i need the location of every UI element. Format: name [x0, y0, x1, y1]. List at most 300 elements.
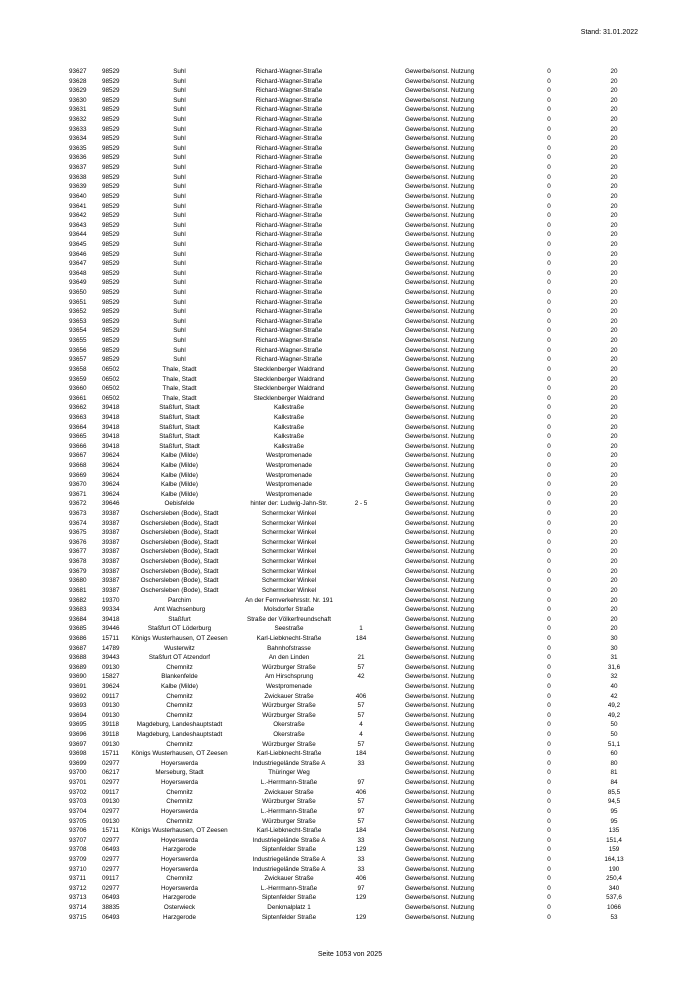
cell-id: 93628 — [69, 77, 87, 85]
cell-wert-2: 20 — [610, 481, 618, 489]
cell-wert-1: 0 — [547, 125, 551, 133]
cell-wert-2: 20 — [610, 192, 618, 200]
cell-wert-1: 0 — [547, 135, 551, 143]
cell-id: 93656 — [69, 346, 87, 354]
cell-wert-2: 20 — [610, 375, 618, 383]
cell-plz: 98529 — [102, 96, 120, 104]
cell-plz: 02977 — [102, 836, 120, 844]
cell-nutzung: Gewerbe/sonst. Nutzung — [405, 586, 475, 594]
cell-wert-1: 0 — [547, 279, 551, 287]
table-row — [69, 653, 639, 663]
cell-wert-2: 20 — [610, 260, 618, 268]
cell-id: 93636 — [69, 154, 87, 162]
cell-nutzung: Gewerbe/sonst. Nutzung — [405, 855, 475, 863]
table-row — [69, 663, 639, 673]
cell-hausnr: 57 — [357, 702, 365, 710]
cell-wert-1: 0 — [547, 183, 551, 191]
table-row — [69, 86, 639, 96]
cell-nutzung: Gewerbe/sonst. Nutzung — [405, 827, 475, 835]
table-row — [69, 394, 639, 404]
table-row — [69, 240, 639, 250]
cell-id: 93711 — [69, 875, 87, 883]
cell-ort: Staßfurt, Stadt — [159, 442, 200, 450]
cell-ort: Thale, Stadt — [162, 385, 197, 393]
data-table — [69, 67, 639, 922]
cell-ort: Merseburg, Stadt — [155, 769, 204, 777]
cell-hausnr: 57 — [357, 817, 365, 825]
cell-nutzung: Gewerbe/sonst. Nutzung — [405, 913, 475, 921]
cell-plz: 39446 — [102, 625, 120, 633]
cell-id: 93676 — [69, 538, 87, 546]
cell-wert-2: 20 — [610, 289, 618, 297]
cell-strasse: Schermcker Winkel — [261, 529, 317, 537]
cell-wert-2: 20 — [610, 596, 618, 604]
cell-wert-2: 81 — [610, 769, 618, 777]
cell-strasse: Straße der Völkerfreundschaft — [247, 615, 331, 623]
cell-wert-1: 0 — [547, 250, 551, 258]
cell-plz: 14789 — [102, 644, 120, 652]
cell-plz: 98529 — [102, 327, 120, 335]
cell-ort: Magdeburg, Landeshauptstadt — [136, 731, 223, 739]
cell-wert-1: 0 — [547, 548, 551, 556]
cell-plz: 39387 — [102, 529, 120, 537]
table-row — [69, 865, 639, 875]
cell-id: 93691 — [69, 683, 87, 690]
cell-strasse: Molsdorfer Straße — [263, 606, 315, 614]
table-row — [69, 576, 639, 586]
cell-wert-2: 20 — [610, 577, 618, 585]
cell-ort: Thale, Stadt — [162, 365, 197, 373]
cell-wert-1: 0 — [547, 702, 551, 710]
cell-wert-2: 20 — [610, 116, 618, 124]
cell-hausnr: 33 — [357, 836, 365, 844]
cell-nutzung: Gewerbe/sonst. Nutzung — [405, 231, 475, 239]
cell-id: 93700 — [69, 769, 87, 777]
cell-strasse: Westpromenade — [265, 452, 313, 460]
cell-plz: 98529 — [102, 298, 120, 306]
cell-id: 93669 — [69, 471, 87, 479]
cell-plz: 39387 — [102, 510, 120, 518]
cell-wert-1: 0 — [547, 154, 551, 162]
cell-wert-2: 20 — [610, 404, 618, 412]
cell-plz: 15711 — [102, 750, 120, 758]
cell-id: 93664 — [69, 423, 87, 431]
cell-wert-2: 20 — [610, 231, 618, 239]
cell-id: 93712 — [69, 884, 87, 892]
cell-wert-2: 49,2 — [607, 702, 621, 710]
cell-ort: Suhl — [173, 125, 186, 133]
cell-wert-1: 0 — [547, 884, 551, 892]
cell-strasse: Richard-Wagner-Straße — [255, 327, 323, 335]
cell-wert-2: 340 — [608, 884, 620, 892]
table-row — [69, 634, 639, 644]
cell-wert-2: 20 — [610, 173, 618, 181]
cell-wert-2: 84 — [610, 779, 618, 787]
cell-wert-1: 0 — [547, 827, 551, 835]
cell-nutzung: Gewerbe/sonst. Nutzung — [405, 769, 475, 777]
cell-nutzung: Gewerbe/sonst. Nutzung — [405, 125, 475, 133]
cell-ort: Suhl — [173, 144, 186, 152]
table-row — [69, 855, 639, 865]
cell-plz: 15827 — [102, 673, 120, 681]
cell-ort: Chemnitz — [166, 740, 193, 748]
table-row — [69, 365, 639, 375]
table-row — [69, 173, 639, 183]
cell-plz: 39624 — [102, 471, 120, 479]
cell-hausnr: 406 — [355, 875, 367, 883]
cell-ort: Suhl — [173, 212, 186, 220]
cell-id: 93682 — [69, 596, 87, 604]
cell-nutzung: Gewerbe/sonst. Nutzung — [405, 683, 475, 690]
cell-nutzung: Gewerbe/sonst. Nutzung — [405, 596, 475, 604]
cell-nutzung: Gewerbe/sonst. Nutzung — [405, 346, 475, 354]
cell-plz: 38835 — [102, 904, 120, 912]
cell-wert-1: 0 — [547, 317, 551, 325]
cell-strasse: Siptenfelder Straße — [261, 846, 317, 854]
cell-plz: 39624 — [102, 490, 120, 498]
cell-wert-2: 20 — [610, 356, 618, 364]
cell-hausnr: 57 — [357, 740, 365, 748]
cell-id: 93684 — [69, 615, 87, 623]
cell-nutzung: Gewerbe/sonst. Nutzung — [405, 740, 475, 748]
cell-plz: 06502 — [102, 394, 120, 402]
cell-nutzung: Gewerbe/sonst. Nutzung — [405, 221, 475, 229]
cell-hausnr: 184 — [355, 827, 367, 835]
cell-plz: 02977 — [102, 779, 120, 787]
cell-plz: 98529 — [102, 221, 120, 229]
table-row — [69, 125, 639, 135]
table-row — [69, 442, 639, 452]
cell-hausnr: 97 — [357, 884, 365, 892]
cell-id: 93672 — [69, 500, 87, 508]
cell-plz: 98529 — [102, 269, 120, 277]
cell-plz: 39624 — [102, 481, 120, 489]
cell-wert-1: 0 — [547, 202, 551, 210]
cell-ort: Suhl — [173, 116, 186, 124]
cell-plz: 15711 — [102, 634, 120, 642]
cell-ort: Suhl — [173, 154, 186, 162]
cell-wert-1: 0 — [547, 759, 551, 767]
cell-strasse: Richard-Wagner-Straße — [255, 183, 323, 191]
cell-plz: 09130 — [102, 663, 120, 671]
cell-wert-1: 0 — [547, 442, 551, 450]
cell-plz: 98529 — [102, 317, 120, 325]
cell-hausnr: 129 — [355, 913, 367, 921]
cell-nutzung: Gewerbe/sonst. Nutzung — [405, 654, 475, 662]
cell-plz: 98529 — [102, 192, 120, 200]
cell-id: 93658 — [69, 365, 87, 373]
cell-wert-1: 0 — [547, 327, 551, 335]
cell-ort: Hoyerswerda — [160, 865, 199, 873]
cell-hausnr: 184 — [355, 634, 367, 642]
cell-wert-1: 0 — [547, 740, 551, 748]
cell-wert-1: 0 — [547, 173, 551, 181]
cell-hausnr: 33 — [357, 759, 365, 767]
cell-nutzung: Gewerbe/sonst. Nutzung — [405, 894, 475, 902]
cell-ort: Harzgerode — [163, 894, 196, 902]
cell-id: 93666 — [69, 442, 87, 450]
cell-plz: 98529 — [102, 289, 120, 297]
cell-wert-2: 20 — [610, 452, 618, 460]
cell-strasse: Kalkstraße — [273, 404, 305, 412]
cell-wert-1: 0 — [547, 385, 551, 393]
cell-id: 93644 — [69, 231, 87, 239]
cell-wert-2: 60 — [610, 750, 618, 758]
cell-strasse: Am Hirschsprung — [264, 673, 314, 681]
cell-ort: Magdeburg, Landeshauptstadt — [136, 721, 223, 729]
cell-nutzung: Gewerbe/sonst. Nutzung — [405, 173, 475, 181]
cell-plz: 02977 — [102, 807, 120, 815]
cell-nutzung: Gewerbe/sonst. Nutzung — [405, 327, 475, 335]
cell-wert-2: 94,5 — [607, 798, 621, 806]
cell-id: 93707 — [69, 836, 87, 844]
cell-nutzung: Gewerbe/sonst. Nutzung — [405, 164, 475, 172]
cell-ort: Suhl — [173, 164, 186, 172]
cell-id: 93679 — [69, 567, 87, 575]
cell-id: 93714 — [69, 904, 87, 912]
cell-strasse: Würzburger Straße — [262, 663, 316, 671]
cell-strasse: Richard-Wagner-Straße — [255, 221, 323, 229]
cell-plz: 98529 — [102, 231, 120, 239]
cell-strasse: Okerstraße — [273, 731, 305, 739]
cell-strasse: Kalkstraße — [273, 433, 305, 441]
cell-nutzung: Gewerbe/sonst. Nutzung — [405, 788, 475, 796]
cell-id: 93639 — [69, 183, 87, 191]
cell-plz: 39418 — [102, 423, 120, 431]
cell-id: 93640 — [69, 192, 87, 200]
cell-strasse: Richard-Wagner-Straße — [255, 346, 323, 354]
cell-ort: Hoyerswerda — [160, 884, 199, 892]
cell-nutzung: Gewerbe/sonst. Nutzung — [405, 77, 475, 85]
cell-ort: Oschersleben (Bode), Stadt — [140, 538, 219, 546]
cell-nutzung: Gewerbe/sonst. Nutzung — [405, 846, 475, 854]
cell-hausnr: 33 — [357, 865, 365, 873]
cell-nutzung: Gewerbe/sonst. Nutzung — [405, 711, 475, 719]
cell-wert-1: 0 — [547, 875, 551, 883]
table-row — [69, 461, 639, 471]
cell-wert-1: 0 — [547, 394, 551, 402]
cell-wert-1: 0 — [547, 289, 551, 297]
table-row — [69, 509, 639, 519]
cell-nutzung: Gewerbe/sonst. Nutzung — [405, 836, 475, 844]
table-row — [69, 490, 639, 500]
cell-ort: Suhl — [173, 77, 186, 85]
cell-wert-1: 0 — [547, 77, 551, 85]
cell-wert-2: 20 — [610, 394, 618, 402]
cell-wert-2: 80 — [610, 759, 618, 767]
cell-hausnr: 129 — [355, 846, 367, 854]
cell-ort: Staßfurt OT Atzendorf — [148, 654, 211, 662]
cell-id: 93674 — [69, 519, 87, 527]
cell-wert-1: 0 — [547, 538, 551, 546]
cell-wert-1: 0 — [547, 558, 551, 566]
cell-ort: Oschersleben (Bode), Stadt — [140, 529, 219, 537]
cell-strasse: Thüringer Weg — [268, 769, 310, 777]
cell-plz: 39387 — [102, 567, 120, 575]
cell-id: 93648 — [69, 269, 87, 277]
cell-strasse: Richard-Wagner-Straße — [255, 212, 323, 220]
cell-id: 93715 — [69, 913, 87, 921]
cell-id: 93646 — [69, 250, 87, 258]
table-row — [69, 96, 639, 106]
cell-plz: 09117 — [102, 692, 120, 700]
cell-id: 93713 — [69, 894, 87, 902]
cell-plz: 39387 — [102, 538, 120, 546]
cell-nutzung: Gewerbe/sonst. Nutzung — [405, 875, 475, 883]
cell-id: 93696 — [69, 731, 87, 739]
cell-plz: 98529 — [102, 116, 120, 124]
cell-ort: Hoyerswerda — [160, 779, 199, 787]
cell-wert-1: 0 — [547, 144, 551, 152]
cell-plz: 98529 — [102, 346, 120, 354]
cell-nutzung: Gewerbe/sonst. Nutzung — [405, 577, 475, 585]
cell-strasse: L.-Herrmann-Straße — [260, 884, 318, 892]
cell-wert-2: 20 — [610, 346, 618, 354]
table-row — [69, 451, 639, 461]
cell-plz: 02977 — [102, 855, 120, 863]
cell-wert-1: 0 — [547, 500, 551, 508]
cell-wert-1: 0 — [547, 865, 551, 873]
table-row — [69, 269, 639, 279]
cell-strasse: Schermcker Winkel — [261, 519, 317, 527]
cell-plz: 06502 — [102, 375, 120, 383]
table-row — [69, 221, 639, 231]
cell-wert-2: 20 — [610, 519, 618, 527]
cell-id: 93673 — [69, 510, 87, 518]
cell-nutzung: Gewerbe/sonst. Nutzung — [405, 202, 475, 210]
cell-strasse: Stecklenberger Waldrand — [253, 385, 325, 393]
cell-nutzung: Gewerbe/sonst. Nutzung — [405, 538, 475, 546]
cell-id: 93683 — [69, 606, 87, 614]
cell-plz: 39443 — [102, 654, 120, 662]
cell-plz: 06217 — [102, 769, 120, 777]
cell-wert-2: 20 — [610, 471, 618, 479]
table-row — [69, 759, 639, 769]
cell-nutzung: Gewerbe/sonst. Nutzung — [405, 529, 475, 537]
cell-strasse: Zwickauer Straße — [264, 788, 314, 796]
cell-id: 93630 — [69, 96, 87, 104]
cell-strasse: Richard-Wagner-Straße — [255, 308, 323, 316]
cell-id: 93632 — [69, 116, 87, 124]
cell-wert-1: 0 — [547, 87, 551, 95]
cell-strasse: Richard-Wagner-Straße — [255, 298, 323, 306]
cell-ort: Suhl — [173, 250, 186, 258]
cell-plz: 98529 — [102, 183, 120, 191]
cell-plz: 39118 — [102, 731, 120, 739]
cell-wert-2: 20 — [610, 529, 618, 537]
cell-id: 93662 — [69, 404, 87, 412]
cell-ort: Staßfurt, Stadt — [159, 413, 200, 421]
cell-wert-1: 0 — [547, 298, 551, 306]
table-row — [69, 182, 639, 192]
cell-wert-1: 0 — [547, 212, 551, 220]
cell-plz: 39418 — [102, 615, 120, 623]
table-row — [69, 480, 639, 490]
cell-ort: Suhl — [173, 289, 186, 297]
table-row — [69, 307, 639, 317]
cell-ort: Kalbe (Milde) — [160, 471, 199, 479]
cell-ort: Osterwieck — [163, 904, 196, 912]
cell-hausnr: 184 — [355, 750, 367, 758]
cell-ort: Hoyerswerda — [160, 855, 199, 863]
cell-nutzung: Gewerbe/sonst. Nutzung — [405, 692, 475, 700]
cell-ort: Parchim — [167, 596, 192, 604]
cell-wert-2: 20 — [610, 183, 618, 191]
cell-wert-2: 20 — [610, 548, 618, 556]
cell-wert-1: 0 — [547, 471, 551, 479]
cell-ort: Chemnitz — [166, 788, 193, 796]
cell-nutzung: Gewerbe/sonst. Nutzung — [405, 413, 475, 421]
cell-strasse: Schermcker Winkel — [261, 586, 317, 594]
cell-plz: 02977 — [102, 884, 120, 892]
table-row — [69, 326, 639, 336]
cell-wert-2: 30 — [610, 644, 618, 652]
cell-plz: 09130 — [102, 702, 120, 710]
cell-strasse: Richard-Wagner-Straße — [255, 135, 323, 143]
cell-strasse: Kalkstraße — [273, 413, 305, 421]
cell-hausnr: 33 — [357, 855, 365, 863]
cell-plz: 15711 — [102, 827, 120, 835]
cell-ort: Chemnitz — [166, 817, 193, 825]
cell-plz: 09130 — [102, 817, 120, 825]
page-number: Seite 1053 von 2025 — [317, 951, 383, 958]
cell-nutzung: Gewerbe/sonst. Nutzung — [405, 298, 475, 306]
cell-nutzung: Gewerbe/sonst. Nutzung — [405, 673, 475, 681]
table-row — [69, 471, 639, 481]
cell-nutzung: Gewerbe/sonst. Nutzung — [405, 548, 475, 556]
cell-wert-1: 0 — [547, 481, 551, 489]
cell-ort: Suhl — [173, 327, 186, 335]
table-row — [69, 797, 639, 807]
table-row — [69, 682, 639, 692]
cell-strasse: Zwickauer Straße — [264, 875, 314, 883]
cell-strasse: Richard-Wagner-Straße — [255, 87, 323, 95]
cell-strasse: Westpromenade — [265, 481, 313, 489]
cell-ort: Harzgerode — [163, 913, 196, 921]
cell-hausnr: 406 — [355, 788, 367, 796]
cell-ort: Suhl — [173, 87, 186, 95]
cell-wert-1: 0 — [547, 221, 551, 229]
cell-nutzung: Gewerbe/sonst. Nutzung — [405, 461, 475, 469]
cell-nutzung: Gewerbe/sonst. Nutzung — [405, 519, 475, 527]
cell-ort: Staßfurt, Stadt — [159, 433, 200, 441]
cell-id: 93677 — [69, 548, 87, 556]
cell-wert-2: 20 — [610, 202, 618, 210]
table-row — [69, 432, 639, 442]
cell-wert-1: 0 — [547, 164, 551, 172]
cell-plz: 39624 — [102, 683, 120, 690]
cell-plz: 06493 — [102, 846, 120, 854]
cell-strasse: Richard-Wagner-Straße — [255, 337, 323, 345]
table-row — [69, 826, 639, 836]
cell-nutzung: Gewerbe/sonst. Nutzung — [405, 135, 475, 143]
cell-plz: 39387 — [102, 519, 120, 527]
cell-nutzung: Gewerbe/sonst. Nutzung — [405, 279, 475, 287]
cell-wert-1: 0 — [547, 817, 551, 825]
cell-wert-1: 0 — [547, 577, 551, 585]
cell-wert-1: 0 — [547, 452, 551, 460]
cell-nutzung: Gewerbe/sonst. Nutzung — [405, 442, 475, 450]
cell-ort: Königs Wusterhausen, OT Zeesen — [131, 827, 228, 835]
cell-plz: 98529 — [102, 173, 120, 181]
cell-ort: Oschersleben (Bode), Stadt — [140, 577, 219, 585]
cell-wert-1: 0 — [547, 750, 551, 758]
cell-plz: 39387 — [102, 586, 120, 594]
table-row — [69, 298, 639, 308]
cell-nutzung: Gewerbe/sonst. Nutzung — [405, 884, 475, 892]
cell-plz: 39418 — [102, 442, 120, 450]
cell-plz: 98529 — [102, 240, 120, 248]
